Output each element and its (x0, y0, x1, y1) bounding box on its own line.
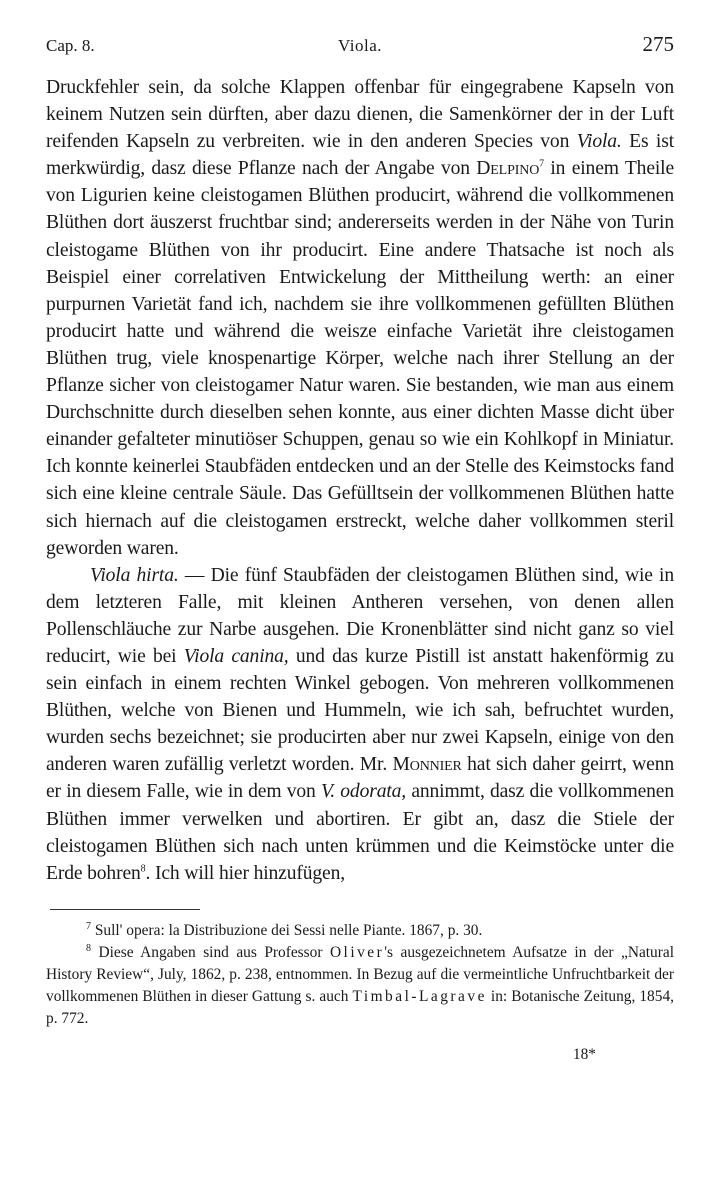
text-run: in einem Theile von Ligurien keine cleistogamen Blüthen producirt, während die vollkommenen Blüthen dort äuszerst fruchtbar sind; andererseits werden in der Nähe von Turin cleistogame Blüthen von ihr producirt. Eine andere Thatsache ist noch als Beispiel einer correlativen Entwickelung der Mittheilung werth: an einer purpurnen Varietät fand ich, nachdem sie ihre vollkommenen gefüllten Blüthen producirt hatte und während die weisze einfache Varietät ihre cleistogamen Blüthen trug, viele knospenartige Körper, welche nach ihrer Stellung an der Pflanze sicher von cleistogamer Natur waren. Sie bestanden, wie man aus einem Durchschnitte durch dieselben sehen konnte, aus einer dichten Masse dicht über einander gefalteter minutiöser Schuppen, genau so wie ein Kohlkopf in Miniatur. Ich konnte keinerlei Staubfäden entdecken und an der Stelle des Keimstocks fand sich eine kleine centrale Säule. Das Gefülltsein der vollkommenen Blüthen hatte sich hiernach auf die cleistogamen erstreckt, welche daher vollkommen steril geworden waren. (46, 158, 674, 559)
footnote-text: Sull' opera: la Distribuzione dei Sessi nelle Piante. 1867, p. 30. (91, 921, 483, 939)
paragraph-2 (46, 562, 674, 887)
paragraph-1 (46, 74, 674, 562)
footnote-ref-7: 7 (539, 158, 545, 170)
footnote-8 (46, 942, 674, 1030)
italic-genus: Viola. (576, 131, 622, 153)
chapter-label: Cap. 8. (46, 36, 95, 55)
text-run: Es ist merkwürdig, dasz diese Pflanze nach der Angabe von (46, 131, 674, 180)
footnotes (46, 920, 674, 1030)
running-title: Viola. (338, 36, 382, 55)
footnote-mark-8: 8 (86, 942, 91, 954)
page-number: 275 (642, 32, 674, 56)
footnote-ref-8: 8 (140, 863, 146, 875)
author-name: Delpino (476, 158, 540, 180)
text-run: hat sich daher geirrt, wenn er in diesem Falle, wie in dem von (46, 754, 674, 803)
italic-species: V. odorata, (320, 781, 407, 803)
text-run: annimmt, dasz die vollkommenen Blüthen immer verwelken und abortiren. Er gibt an, dasz die Stiele der cleistogamen Blüthen sich nach unten krümmen und die Keimstöcke unter die Erde bohren (46, 781, 674, 884)
italic-species: Viola canina, (183, 645, 289, 667)
italic-species: Viola hirta. (90, 564, 179, 586)
running-head (46, 30, 674, 70)
book-page (46, 30, 674, 1064)
body-text (46, 74, 674, 887)
text-run: Druckfehler sein, da solche Klappen offenbar für eingegrabene Kapseln von keinem Nutzen sein dürften, aber dazu dienen, die Samenkörner der in der Luft reifenden Kapseln zu verbreiten. wie in den anderen Species von (46, 77, 674, 153)
text-run: — Die fünf Staubfäden der cleistogamen Blüthen sind, wie in dem letzteren Falle, mit kleinen Antheren versehen, von denen allen Pollenschläuche zur Narbe ausgehen. Die Kronenblätter sind nicht ganz so viel reducirt, wie bei (46, 564, 674, 667)
text-run: . Ich will hier hinzufügen, (145, 862, 345, 884)
signature-mark: 18* (572, 1045, 596, 1063)
footnote-rule (50, 909, 200, 910)
footnote-text: 's ausgezeichnetem Aufsatze in der „Natural History Review“, July, 1862, p. 238, entnommen. In Bezug auf die vermeintliche Unfruchtbarkeit der vollkommenen Blüthen in dieser Gattung s. auch (46, 943, 674, 1005)
author-name: Monnier (392, 754, 462, 776)
footnote-mark-7: 7 (86, 920, 91, 932)
spaced-author-name: Timbal-Lagrave (352, 987, 487, 1005)
footnote-7 (46, 920, 674, 942)
text-run: und das kurze Pistill ist anstatt hakenförmig zu sein einfach in einem rechten Winkel gebogen. Von mehreren vollkommenen Blüthen, welche von Bienen und Hummeln, wie ich sah, befruchtet wurden, wurden sechs bezeichnet; sie producirten aber nur zwei Kapseln, einige von den anderen waren zufällig verletzt worden. Mr. (46, 645, 674, 776)
footnote-text: in: Botanische Zeitung, 1854, p. 772. (46, 987, 674, 1027)
footnote-text: Diese Angaben sind aus Professor (91, 943, 330, 961)
spaced-author-name: Oliver (329, 943, 385, 961)
